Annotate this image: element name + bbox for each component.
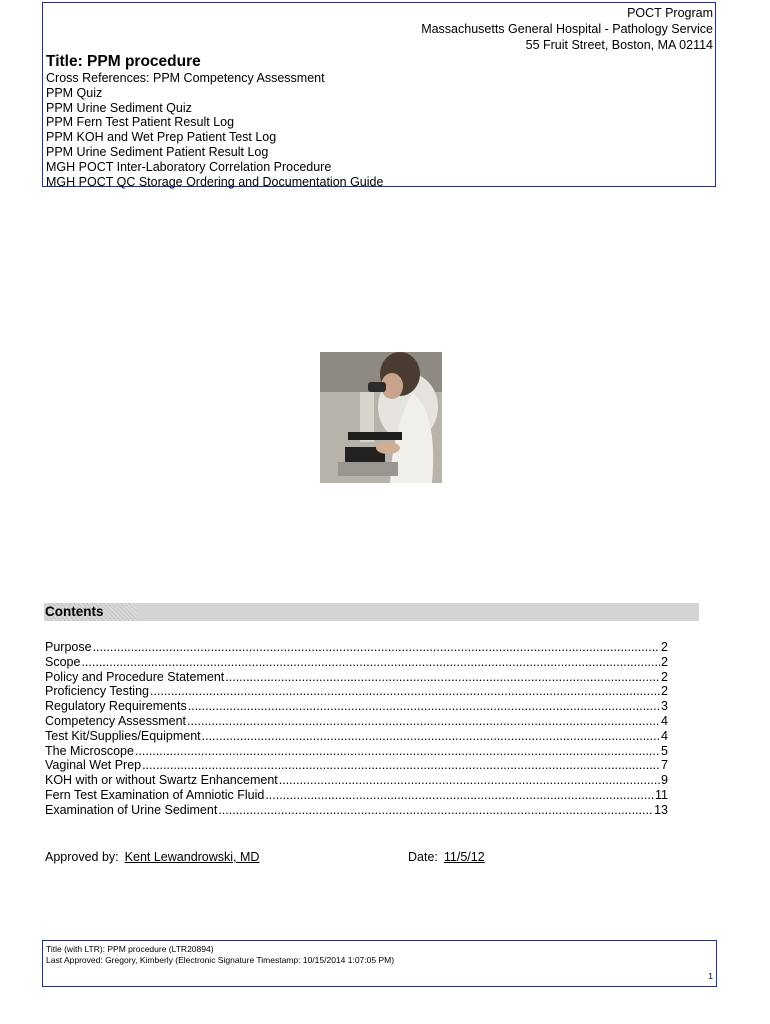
approval-date — [408, 850, 485, 864]
toc-entry[interactable] — [45, 655, 668, 670]
table-of-contents — [45, 640, 668, 818]
toc-leader — [279, 773, 660, 788]
toc-entry-label: Proficiency Testing — [45, 684, 149, 699]
toc-entry-label: Scope — [45, 654, 81, 669]
toc-entry-page: 5 — [661, 743, 668, 758]
toc-entry-label: Regulatory Requirements — [45, 699, 187, 714]
cross-references — [46, 71, 383, 189]
approved-by-label: Approved by: — [45, 850, 119, 864]
toc-leader — [93, 640, 660, 655]
page-number: 1 — [708, 971, 713, 981]
toc-entry[interactable] — [45, 699, 668, 714]
approval-line — [45, 850, 259, 864]
toc-leader — [202, 729, 660, 744]
document-header — [42, 2, 716, 187]
microscope-photo — [320, 352, 442, 483]
toc-entry[interactable] — [45, 758, 668, 773]
toc-leader — [187, 714, 660, 729]
toc-entry-page: 4 — [661, 728, 668, 743]
toc-entry-page: 3 — [661, 699, 668, 714]
toc-entry[interactable] — [45, 773, 668, 788]
cross-reference-item: PPM Fern Test Patient Result Log — [46, 115, 235, 130]
toc-leader — [150, 684, 660, 699]
toc-entry[interactable] — [45, 684, 668, 699]
toc-entry-page: 2 — [661, 684, 668, 699]
toc-entry[interactable] — [45, 744, 668, 759]
toc-leader — [218, 803, 653, 818]
footer-approval-line: Last Approved: Gregory, Kimberly (Electronic Signature Timestamp: 10/15/2014 1:07:05 PM) — [46, 955, 395, 965]
cross-reference-item: PPM Urine Sediment Patient Result Log — [46, 144, 269, 159]
toc-entry-page: 13 — [654, 802, 668, 817]
footer-title-line: Title (with LTR): PPM procedure (LTR20894) — [46, 944, 214, 954]
toc-leader — [265, 788, 654, 803]
toc-leader — [188, 699, 660, 714]
toc-entry-page: 2 — [661, 654, 668, 669]
institution-address: 55 Fruit Street, Boston, MA 02114 — [525, 38, 713, 52]
toc-entry-page: 9 — [661, 773, 668, 788]
toc-entry-label: KOH with or without Swartz Enhancement — [45, 773, 278, 788]
toc-entry[interactable] — [45, 803, 668, 818]
toc-entry[interactable] — [45, 788, 668, 803]
cross-reference-item: PPM Urine Sediment Quiz — [46, 100, 192, 115]
toc-entry-page: 7 — [661, 758, 668, 773]
contents-heading-bar — [44, 603, 699, 621]
contents-heading: Contents — [44, 603, 137, 621]
toc-entry[interactable] — [45, 714, 668, 729]
toc-entry-label: The Microscope — [45, 743, 134, 758]
toc-entry-page: 11 — [655, 787, 668, 802]
approver-name: Kent Lewandrowski, MD — [124, 850, 260, 864]
program-name: POCT Program — [627, 6, 713, 20]
toc-entry[interactable] — [45, 640, 668, 655]
date-value: 11/5/12 — [443, 850, 485, 864]
cross-reference-item: PPM Quiz — [46, 85, 103, 100]
toc-entry-label: Examination of Urine Sediment — [45, 802, 218, 817]
cross-reference-item: MGH POCT QC Storage Ordering and Documentation Guide — [46, 174, 384, 189]
toc-entry-label: Competency Assessment — [45, 713, 187, 728]
header-organization — [421, 5, 713, 53]
date-label: Date: — [408, 850, 438, 864]
toc-entry-label: Test Kit/Supplies/Equipment — [45, 728, 201, 743]
toc-entry-label: Purpose — [45, 640, 92, 654]
document-title: Title: PPM procedure — [46, 53, 201, 70]
toc-entry-label: Fern Test Examination of Amniotic Fluid — [45, 787, 265, 802]
toc-leader — [225, 670, 660, 685]
toc-entry-label: Policy and Procedure Statement — [45, 669, 225, 684]
toc-entry-page: 2 — [661, 669, 668, 684]
toc-entry[interactable] — [45, 670, 668, 685]
toc-entry-page: 4 — [661, 713, 668, 728]
toc-leader — [142, 758, 660, 773]
toc-entry[interactable] — [45, 729, 668, 744]
toc-entry-page: 2 — [661, 640, 668, 654]
institution-name: Massachusetts General Hospital - Pathology Service — [421, 22, 713, 36]
toc-entry-label: Vaginal Wet Prep — [45, 758, 142, 773]
document-footer — [42, 940, 717, 987]
toc-leader — [81, 655, 660, 670]
cross-reference-item: MGH POCT Inter-Laboratory Correlation Procedure — [46, 159, 332, 174]
cross-reference-item: Cross References: PPM Competency Assessment — [46, 71, 325, 85]
toc-leader — [135, 744, 660, 759]
cross-reference-item: PPM KOH and Wet Prep Patient Test Log — [46, 130, 277, 145]
